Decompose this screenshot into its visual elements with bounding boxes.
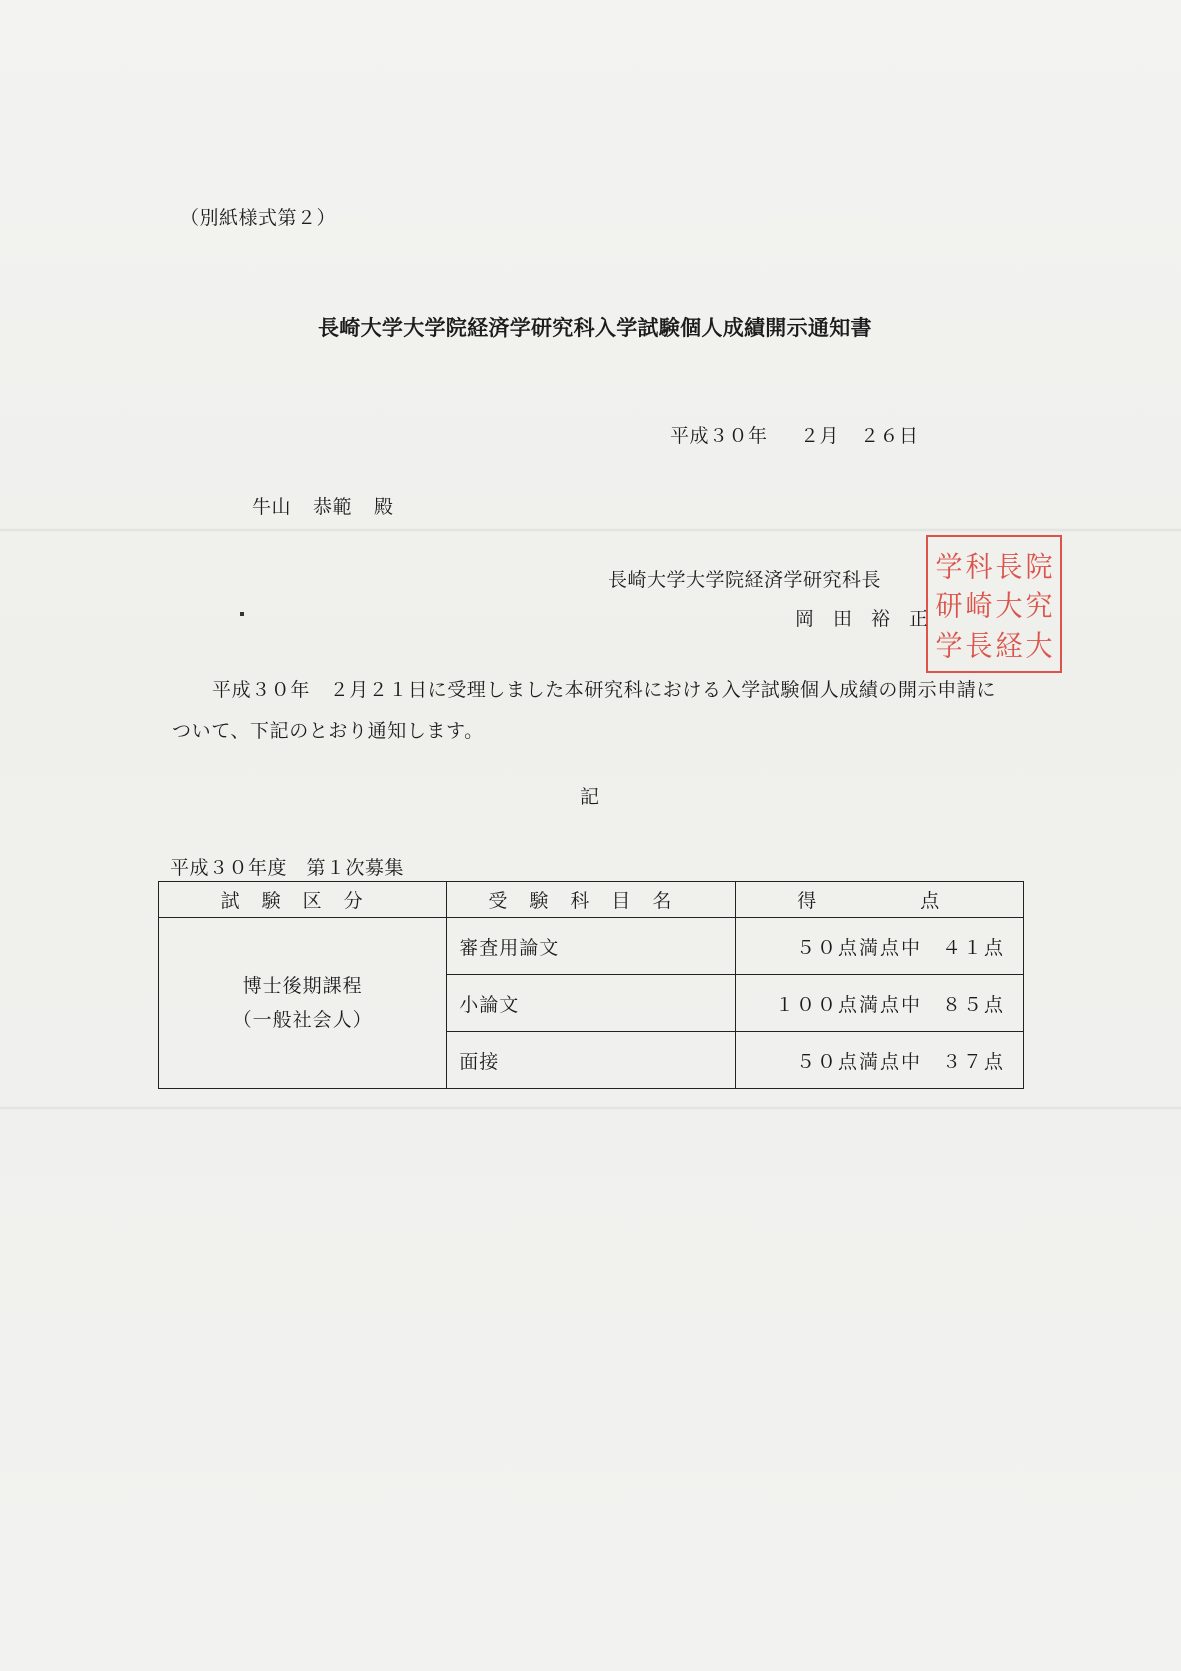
exam-category-cell — [159, 918, 447, 1089]
sender-organization: 長崎大学大学院経済学研究科長 — [608, 569, 882, 591]
recipient — [252, 492, 416, 519]
date-month: ２月 — [800, 425, 840, 447]
seal-glyph: 研 — [935, 590, 963, 624]
seal-glyph: 大 — [1025, 630, 1053, 663]
seal-glyph: 学 — [935, 551, 963, 585]
notice-body: 平成３０年 ２月２１日に受理しました本研究科における入学試験個人成績の開示申請について、下記のとおり通知します。 — [172, 679, 997, 742]
score-cell — [735, 918, 1024, 975]
table-header-row — [159, 882, 1024, 918]
sender-name: 岡田裕正 — [795, 608, 948, 630]
issue-date — [670, 421, 919, 448]
seal-glyph: 長 — [965, 630, 993, 663]
score-cell — [735, 1032, 1024, 1089]
form-label: （別紙様式第２） — [180, 207, 337, 229]
ki-heading: 記 — [580, 786, 600, 808]
subject-cell: 面接 — [447, 1032, 735, 1089]
header-exam-category: 試験区分 — [159, 882, 447, 918]
max-score: １００点満点中 — [774, 993, 922, 1016]
seal-glyph: 経 — [995, 630, 1023, 663]
seal-glyph: 院 — [1025, 551, 1053, 585]
obtained-score: ４１点 — [941, 936, 1005, 959]
seal-glyph: 大 — [995, 590, 1023, 624]
obtained-score: ３７点 — [941, 1050, 1005, 1073]
max-score: ５０点満点中 — [795, 1050, 922, 1073]
subject-cell: 小論文 — [447, 975, 735, 1032]
date-year: 平成３０年 — [670, 425, 768, 447]
date-day: ２６日 — [860, 425, 919, 447]
paper-fold-line — [0, 1106, 1181, 1110]
max-score: ５０点満点中 — [795, 936, 922, 959]
recruitment-label: 平成３０年度 第１次募集 — [170, 857, 405, 879]
seal-glyph: 崎 — [965, 590, 993, 624]
official-seal-stamp — [926, 535, 1062, 673]
seal-glyph: 究 — [1025, 590, 1053, 624]
recipient-given-name: 恭範 — [313, 496, 353, 518]
document-title: 長崎大学大学院経済学研究科入学試験個人成績開示通知書 — [318, 315, 872, 340]
seal-glyph: 学 — [935, 630, 963, 663]
table-row — [159, 918, 1024, 975]
score-cell — [735, 975, 1024, 1032]
category-line: 博士後期課程 — [242, 975, 363, 997]
header-subject: 受験科目名 — [447, 882, 735, 918]
category-line: （一般社会人） — [232, 1009, 373, 1031]
recipient-surname: 牛山 — [252, 496, 292, 518]
subject-cell: 審査用論文 — [447, 918, 735, 975]
header-score: 得 点 — [735, 882, 1024, 918]
seal-glyph: 科 — [965, 551, 993, 585]
paper-fold-line — [0, 528, 1181, 532]
recipient-honorific: 殿 — [374, 496, 394, 518]
stray-mark — [240, 612, 244, 616]
obtained-score: ８５点 — [941, 993, 1005, 1016]
score-table — [158, 881, 1024, 1089]
seal-glyph: 長 — [995, 551, 1023, 585]
